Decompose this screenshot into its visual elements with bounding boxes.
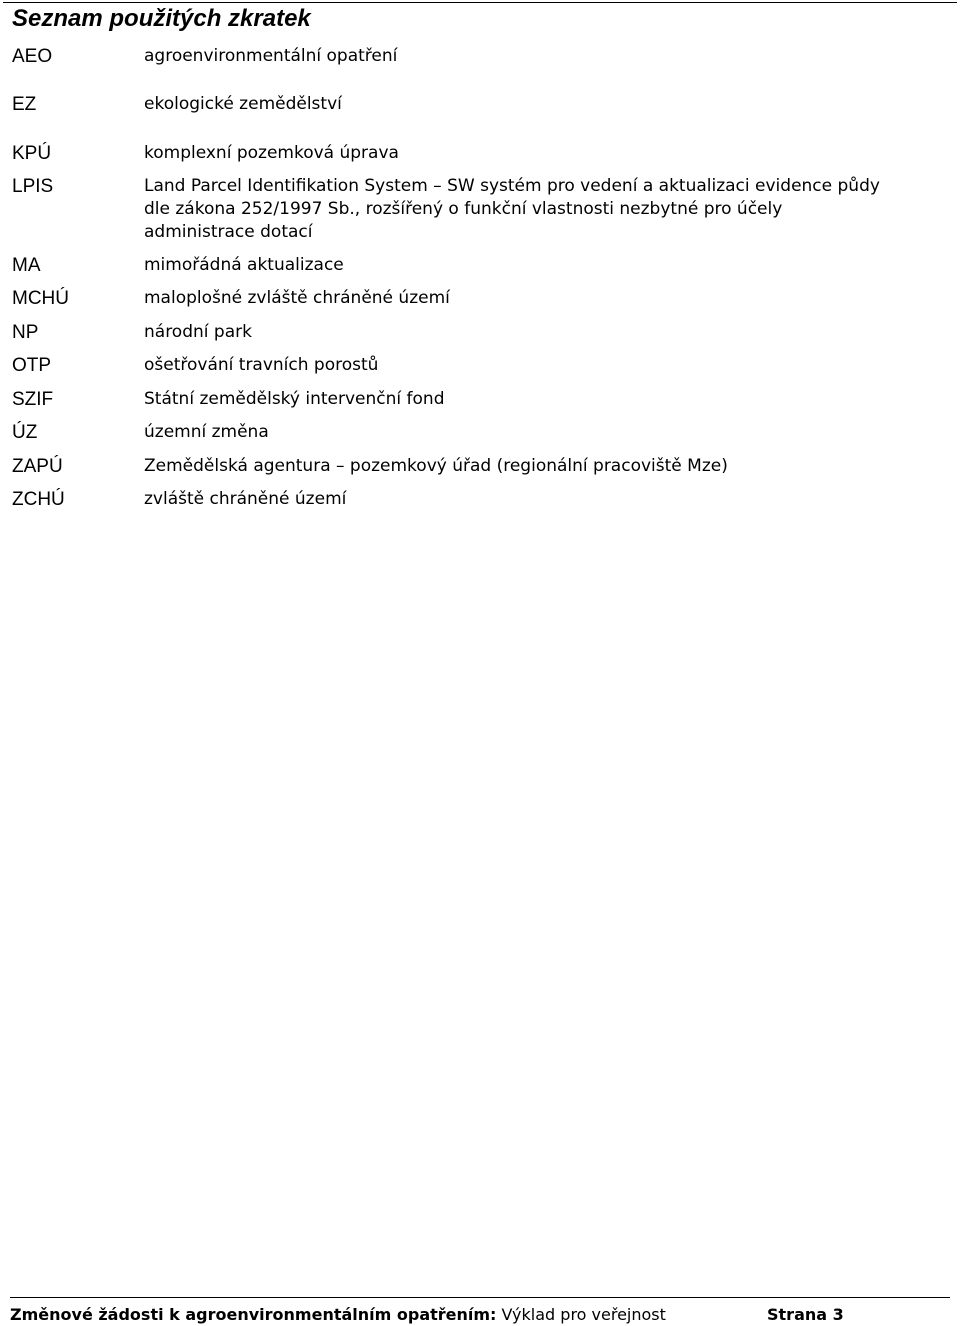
abbreviation-description [144, 45, 956, 68]
page-title: Seznam použitých zkratek [12, 5, 311, 32]
footer-document-title [10, 1305, 666, 1325]
abbreviation-code: ZCHÚ [12, 489, 65, 510]
description-line: agroenvironmentální opatření [144, 46, 398, 66]
abbreviation-description [144, 175, 956, 244]
description-line: maloplošné zvláště chráněné území [144, 288, 450, 308]
abbreviation-code: MCHÚ [12, 288, 69, 309]
description-line: Zemědělská agentura – pozemkový úřad (regionální pracoviště Mze) [144, 456, 728, 476]
abbreviation-description [144, 388, 956, 411]
description-line: komplexní pozemková úprava [144, 143, 399, 163]
page-footer [10, 1297, 950, 1326]
description-line: zvláště chráněné území [144, 489, 347, 509]
abbreviation-code: KPÚ [12, 143, 52, 164]
abbreviation-code: SZIF [12, 389, 54, 410]
description-line: národní park [144, 322, 252, 342]
abbreviation-description [144, 321, 956, 344]
description-line: Land Parcel Identifikation System – SW systém pro vedení a aktualizaci evidence půdy [144, 176, 880, 196]
description-line: mimořádná aktualizace [144, 255, 344, 275]
abbreviation-code: ÚZ [12, 422, 38, 443]
abbreviation-description [144, 142, 956, 165]
footer-subtitle: Výklad pro veřejnost [496, 1305, 666, 1324]
top-rule [3, 2, 957, 3]
abbreviation-code: MA [12, 255, 41, 276]
abbreviation-code: LPIS [12, 176, 54, 197]
abbreviation-code: EZ [12, 94, 37, 115]
description-line: dle zákona 252/1997 Sb., rozšířený o funkční vlastnosti nezbytné pro účely [144, 199, 783, 219]
abbreviation-description [144, 488, 956, 511]
description-line: ošetřování travních porostů [144, 355, 379, 375]
description-line: ekologické zemědělství [144, 94, 342, 114]
description-line: administrace dotací [144, 222, 313, 242]
page-number: Strana 3 [767, 1305, 844, 1324]
footer-bold-title: Změnové žádosti k agroenvironmentálním opatřením: [10, 1305, 497, 1324]
abbreviation-code: NP [12, 322, 39, 343]
abbreviation-description [144, 421, 956, 444]
abbreviation-code: AEO [12, 46, 53, 67]
abbreviation-code: OTP [12, 355, 52, 376]
abbreviation-description [144, 354, 956, 377]
description-line: Státní zemědělský intervenční fond [144, 389, 445, 409]
abbreviation-description [144, 287, 956, 310]
abbreviation-description [144, 455, 956, 478]
description-line: územní změna [144, 422, 269, 442]
abbreviation-description [144, 254, 956, 277]
abbreviation-code: ZAPÚ [12, 456, 63, 477]
abbreviation-description [144, 93, 956, 116]
